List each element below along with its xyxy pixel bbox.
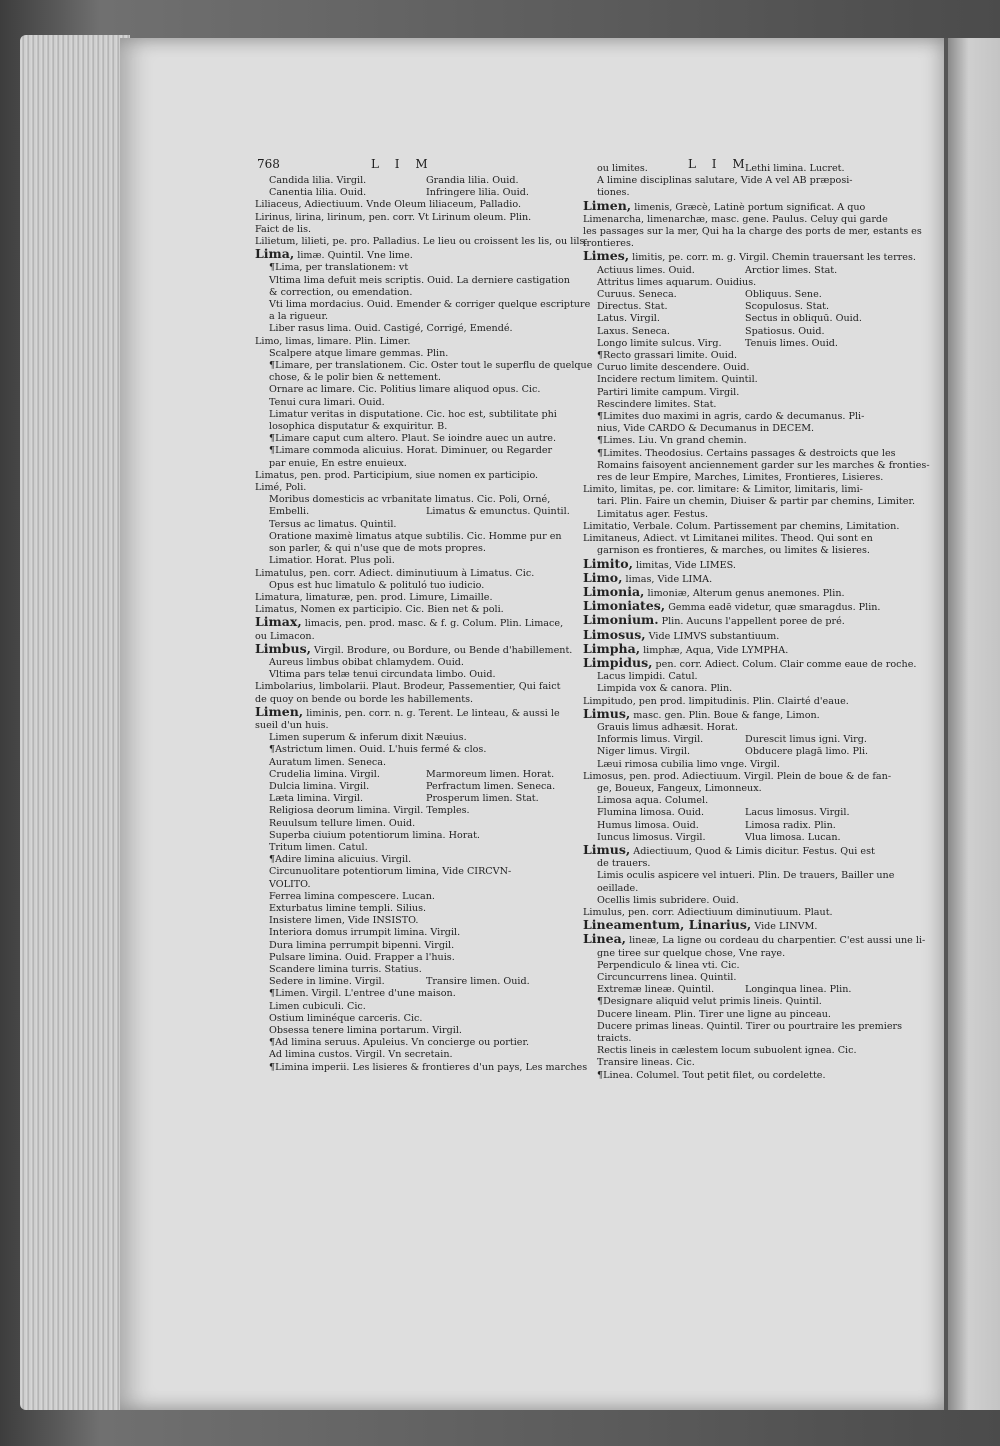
- dictionary-entry: Lirinus, lirina, lirinum, pen. corr. Vt Lirinum oleum. Plin.: [255, 211, 532, 223]
- dictionary-subentry: Moribus domesticis ac vrbanitate limatus. Cic. Poli, Orné,: [269, 494, 551, 506]
- dictionary-subentry: Insistere limen, Vide INSISTO.: [269, 915, 419, 927]
- headword: Limosus,: [583, 626, 646, 642]
- dictionary-headword-entry: [255, 703, 583, 720]
- dictionary-subentry: gne tiree sur quelque chose, Vne raye.: [597, 947, 786, 959]
- dictionary-line-right: Vlua limosa. Lucan.: [745, 831, 841, 843]
- left-column: [255, 175, 593, 1074]
- headword: Limonia,: [583, 583, 645, 599]
- dictionary-subentry: ge, Boueux, Fangeux, Limonneux.: [597, 782, 762, 794]
- dictionary-subentry: Læui rimosa cubilia limo vnge. Virgil.: [597, 758, 780, 770]
- dictionary-subentry: par enuie, En estre enuieux.: [269, 457, 407, 469]
- running-head-left: L I M: [371, 157, 434, 171]
- dictionary-entry: Limé, Poli.: [255, 482, 307, 494]
- headword-definition: Adiectiuum, Quod & Limis dicitur. Festus. Qui est: [630, 845, 875, 857]
- dictionary-line-left: Dulcia limina. Virgil.: [269, 780, 370, 792]
- dictionary-subentry: a la rigueur.: [269, 311, 329, 323]
- dictionary-subentry: Ornare ac limare. Cic. Politius limare aliquod opus. Cic.: [269, 384, 541, 396]
- headword-definition: pen. corr. Adiect. Colum. Clair comme eaue de roche.: [652, 658, 917, 670]
- dictionary-entry: Limpitudo, pen prod. limpitudinis. Plin. Clairté d'eaue.: [583, 695, 849, 707]
- dictionary-line-right: Arctior limes. Stat.: [745, 264, 838, 276]
- dictionary-line-pair: [255, 793, 583, 805]
- headword-definition: masc. gen. Plin. Boue & fange, Limon.: [630, 709, 820, 721]
- right-column: [583, 163, 930, 1082]
- dictionary-entry: Limatura, limaturæ, pen. prod. Limure, Limaille.: [255, 591, 493, 603]
- headword-definition: limphæ, Aqua, Vide LYMPHA.: [640, 644, 789, 656]
- dictionary-subentry: traicts.: [597, 1033, 632, 1045]
- dictionary-line-right: Transire limen. Ouid.: [426, 976, 530, 988]
- dictionary-subentry: Scandere limina turris. Statius.: [269, 964, 422, 975]
- dictionary-entry: Limito, limitas, pe. cor. limitare: & Limitor, limitaris, limi-: [583, 484, 863, 496]
- facing-page-edge: [948, 38, 1000, 1410]
- headword-definition: Virgil. Brodure, ou Bordure, ou Bende d'habillement.: [310, 644, 573, 656]
- headword: Limen,: [583, 197, 632, 213]
- dictionary-headword-entry: [583, 555, 893, 572]
- dictionary-entry: sueil d'un huis.: [255, 719, 329, 731]
- dictionary-line-right: Grandia lilia. Ouid.: [426, 175, 519, 186]
- dictionary-entry: les passages sur la mer, Qui ha la charge des ports de mer, estants es: [583, 226, 922, 238]
- dictionary-line-left: Extremæ lineæ. Quintil.: [597, 984, 715, 996]
- dictionary-headword-entry: [583, 841, 893, 858]
- dictionary-subentry: Ostium liminéque carceris. Cic.: [269, 1012, 423, 1024]
- dictionary-subentry: ¶Recto grassari limite. Ouid.: [597, 350, 738, 362]
- dictionary-line-right: Infringere lilia. Ouid.: [426, 187, 529, 199]
- dictionary-subentry: VOLITO.: [269, 878, 311, 890]
- headword: Lima,: [255, 246, 295, 262]
- dictionary-subentry: Circunuolitare potentiorum limina, Vide CIRCVN-: [269, 866, 512, 878]
- dictionary-subentry: Transire lineas. Cic.: [597, 1057, 695, 1069]
- dictionary-headword-entry: [255, 616, 583, 630]
- dictionary-subentry: Attritus limes aquarum. Ouidius.: [597, 276, 757, 288]
- dictionary-entry: de quoy on bende ou borde les habillements.: [255, 693, 474, 705]
- dictionary-entry: Liliaceus, Adiectiuum. Vnde Oleum liliaceum, Palladio.: [255, 199, 522, 211]
- dictionary-subentry: Scalpere atque limare gemmas. Plin.: [269, 347, 449, 359]
- dictionary-subentry: Opus est huc limatulo & polituló tuo iudicio.: [269, 579, 485, 591]
- dictionary-subentry: Auratum limen. Seneca.: [269, 756, 387, 768]
- dictionary-line-left: Sedere in limine. Virgil.: [269, 976, 385, 988]
- dictionary-subentry: tari. Plin. Faire un chemin, Diuiser & partir par chemins, Limiter.: [597, 496, 916, 508]
- dictionary-entry: Limo, limas, limare. Plin. Limer.: [255, 335, 411, 347]
- dictionary-subentry: Limpida vox & canora. Plin.: [597, 683, 733, 695]
- dictionary-subentry: ¶Linea. Columel. Tout petit filet, ou cordelette.: [597, 1069, 826, 1081]
- headword-definition: limitas, Vide LIMES.: [632, 559, 736, 571]
- headword: Limen,: [255, 703, 304, 719]
- dictionary-line-right: Lacus limosus. Virgil.: [745, 807, 850, 819]
- dictionary-subentry: Vti lima mordacius. Ouid. Emender & corriger quelque escripture: [269, 299, 591, 311]
- headword-definition: limoniæ, Alterum genus anemones. Plin.: [644, 587, 845, 599]
- dictionary-subentry: Oratione maximè limatus atque subtilis. Cic. Homme pur en: [269, 530, 562, 542]
- dictionary-line-left: Laxus. Seneca.: [597, 325, 670, 337]
- dictionary-subentry: ¶Limen. Virgil. L'entree d'une maison.: [269, 988, 456, 1000]
- dictionary-subentry: ¶Limina imperii. Les lisieres & frontieres d'un pays, Les marches: [269, 1061, 588, 1073]
- dictionary-line-pair: [583, 265, 893, 277]
- dictionary-subentry: Curuo limite descendere. Ouid.: [597, 362, 750, 374]
- dictionary-line-pair: [255, 175, 583, 187]
- dictionary-subentry: Ocellis limis subridere. Ouid.: [597, 894, 739, 906]
- headword-definition: Gemma eadē videtur, quæ smaragdus. Plin.: [665, 602, 881, 614]
- dictionary-entry: Limbolarius, limbolarii. Plaut. Brodeur, Passementier, Qui faict: [255, 681, 561, 693]
- dictionary-subentry: Circuncurrens linea. Quintil.: [597, 972, 737, 983]
- headword: Linea,: [583, 931, 627, 947]
- dictionary-line-right: Obducere plagā limo. Pli.: [745, 746, 869, 758]
- headword: Lineamentum, Linarius,: [583, 917, 752, 933]
- dictionary-line-pair: [583, 313, 893, 325]
- headword-definition: limas, Vide LIMA.: [622, 573, 713, 585]
- dictionary-subentry: Pulsare limina. Ouid. Frapper a l'huis.: [269, 951, 455, 963]
- book-fore-edge: [20, 35, 130, 1410]
- dictionary-subentry: ¶Limes. Liu. Vn grand chemin.: [597, 435, 747, 447]
- dictionary-line-right: Longinqua linea. Plin.: [745, 984, 852, 996]
- dictionary-subentry: Rectis lineis in cælestem locum subuolent ignea. Cic.: [597, 1045, 857, 1057]
- headword: Limonium.: [583, 612, 659, 628]
- dictionary-line-pair: [255, 187, 583, 199]
- dictionary-line-left: Informis limus. Virgil.: [597, 734, 704, 746]
- dictionary-subentry: garnison es frontieres, & marches, ou limites & lisieres.: [597, 545, 870, 557]
- dictionary-line-right: Limosa radix. Plin.: [745, 819, 836, 831]
- dictionary-line-right: Lethi limina. Lucret.: [745, 163, 845, 174]
- dictionary-line-left: Niger limus. Virgil.: [597, 746, 691, 758]
- dictionary-line-right: Marmoreum limen. Horat.: [426, 768, 555, 780]
- dictionary-subentry: son parler, & qui n'use que de mots propres.: [269, 543, 486, 555]
- dictionary-subentry: Tritum limen. Catul.: [269, 841, 368, 853]
- dictionary-entry: Limitaneus, Adiect. vt Limitanei milites. Theod. Qui sont en: [583, 533, 873, 545]
- dictionary-subentry: Exturbatus limine templi. Silius.: [269, 902, 427, 914]
- dictionary-line-pair: [583, 163, 893, 175]
- dictionary-subentry: Reuulsum tellure limen. Ouid.: [269, 817, 416, 829]
- dictionary-line-pair: [583, 338, 893, 350]
- dictionary-subentry: Obsessa tenere limina portarum. Virgil.: [269, 1025, 462, 1037]
- dictionary-line-left: Iuncus limosus. Virgil.: [597, 831, 706, 843]
- dictionary-entry: Limitatio, Verbale. Colum. Partissement par chemins, Limitation.: [583, 520, 900, 532]
- dictionary-subentry: ¶Lima, per translationem: vt: [269, 262, 409, 274]
- headword: Limpha,: [583, 640, 641, 656]
- headword: Limbus,: [255, 640, 311, 656]
- dictionary-line-right: Spatiosus. Ouid.: [745, 325, 825, 337]
- dictionary-subentry: tiones.: [597, 187, 630, 199]
- dictionary-headword-entry: [255, 248, 583, 262]
- dictionary-subentry: Limosa aqua. Columel.: [597, 795, 709, 807]
- dictionary-subentry: Limatior. Horat. Plus poli.: [269, 555, 395, 567]
- headword-definition: limitis, pe. corr. m. g. Virgil. Chemin trauersant les terres.: [629, 252, 916, 264]
- headword-definition: limæ. Quintil. Vne lime.: [294, 250, 413, 262]
- dictionary-line-pair: [255, 781, 583, 793]
- headword-definition: lineæ, La ligne ou cordeau du charpentier. C'est aussi une li-: [626, 935, 926, 947]
- dictionary-entry: Limosus, pen. prod. Adiectiuum. Virgil. Plein de boue & de fan-: [583, 770, 892, 782]
- headword: Limo,: [583, 569, 623, 585]
- headword: Limus,: [583, 705, 631, 721]
- headword-definition: liminis, pen. corr. n. g. Terent. Le linteau, & aussi le: [303, 707, 560, 719]
- dictionary-subentry: Limitatus ager. Festus.: [597, 508, 709, 520]
- dictionary-subentry: A limine disciplinas salutare, Vide A vel AB præposi-: [597, 175, 853, 187]
- dictionary-line-left: Flumina limosa. Ouid.: [597, 807, 705, 819]
- dictionary-subentry: Limen superum & inferum dixit Næuius.: [269, 732, 467, 744]
- dictionary-headword-entry: [583, 931, 926, 947]
- page-number: 768: [257, 157, 280, 171]
- dictionary-headword-entry: [583, 654, 917, 671]
- dictionary-subentry: ¶Astrictum limen. Ouid. L'huis fermé & clos.: [269, 744, 487, 756]
- dictionary-subentry: Perpendiculo & linea vti. Cic.: [597, 959, 740, 971]
- dictionary-subentry: Vltima pars telæ tenui circundata limbo. Ouid.: [269, 669, 496, 681]
- dictionary-line-pair: [255, 976, 583, 988]
- dictionary-line-right: Durescit limus igni. Virg.: [745, 734, 867, 746]
- headword-definition: Vide LINVM.: [751, 921, 818, 933]
- headword-definition: Plin. Aucuns l'appellent poree de pré.: [658, 616, 845, 628]
- dictionary-line-pair: [583, 820, 893, 832]
- dictionary-line-pair: [583, 807, 893, 819]
- dictionary-line-left: Humus limosa. Ouid.: [597, 819, 699, 831]
- dictionary-line-left: Candida lilia. Virgil.: [269, 175, 367, 186]
- dictionary-line-pair: [583, 734, 893, 746]
- dictionary-line-right: Perfractum limen. Seneca.: [426, 780, 556, 792]
- dictionary-subentry: chose, & le polir bien & nettement.: [269, 372, 441, 384]
- dictionary-line-right: Tenuis limes. Ouid.: [745, 337, 838, 349]
- dictionary-subentry: Romains faisoyent anciennement garder sur les marches & fronties-: [597, 459, 930, 471]
- headword-definition: Vide LIMVS substantiuum.: [645, 630, 780, 642]
- dictionary-line-right: Scopulosus. Stat.: [745, 301, 830, 313]
- dictionary-subentry: Ferrea limina compescere. Lucan.: [269, 890, 435, 902]
- dictionary-subentry: Partiri limite campum. Virgil.: [597, 386, 740, 398]
- dictionary-line-left: Latus. Virgil.: [597, 313, 660, 325]
- dictionary-line-pair: [583, 326, 893, 338]
- headword-definition: limacis, pen. prod. masc. & f. g. Colum. Plin. Limace,: [301, 618, 564, 630]
- dictionary-subentry: de trauers.: [597, 858, 651, 870]
- dictionary-line-right: Prosperum limen. Stat.: [426, 793, 539, 805]
- dictionary-subentry: Limen cubiculi. Cic.: [269, 1000, 366, 1012]
- dictionary-line-left: Directus. Stat.: [597, 301, 668, 313]
- dictionary-entry: Limatulus, pen. corr. Adiect. diminutiuum à Limatus. Cic.: [255, 567, 535, 579]
- dictionary-entry: frontieres.: [583, 238, 634, 250]
- dictionary-headword-entry: [583, 197, 893, 214]
- dictionary-line-pair: [255, 769, 583, 781]
- running-head-right: L I M: [688, 157, 751, 171]
- dictionary-entry: Limatus, pen. prod. Participium, siue nomen ex participio.: [255, 469, 539, 481]
- dictionary-entry: Faict de lis.: [255, 223, 312, 235]
- dictionary-line-left: Actiuus limes. Ouid.: [597, 264, 695, 276]
- dictionary-subentry: Aureus limbus obibat chlamydem. Ouid.: [269, 656, 464, 668]
- dictionary-entry: ou Limacon.: [255, 630, 315, 642]
- dictionary-subentry: Religiosa deorum limina. Virgil. Temples.: [269, 805, 470, 817]
- dictionary-line-right: Limatus & emunctus. Quintil.: [426, 506, 570, 518]
- dictionary-entry: Limenarcha, limenarchæ, masc. gene. Paulus. Celuy qui garde: [583, 213, 888, 225]
- dictionary-line-left: Crudelia limina. Virgil.: [269, 768, 380, 780]
- dictionary-headword-entry: [583, 248, 916, 264]
- headword: Limpidus,: [583, 654, 653, 670]
- dictionary-line-pair: [583, 301, 893, 313]
- dictionary-entry: Limulus, pen. corr. Adiectiuum diminutiuum. Plaut.: [583, 906, 833, 918]
- headword: Limax,: [255, 614, 302, 630]
- dictionary-subentry: Lacus limpidi. Catul.: [597, 671, 698, 683]
- dictionary-subentry: ¶Limare commoda alicuius. Horat. Diminuer, ou Regarder: [269, 445, 553, 457]
- dictionary-entry: Limatus, Nomen ex participio. Cic. Bien net & poli.: [255, 604, 504, 616]
- dictionary-subentry: Rescindere limites. Stat.: [597, 398, 717, 410]
- dictionary-line-left: Læta limina. Virgil.: [269, 793, 364, 805]
- dictionary-subentry: Ducere primas lineas. Quintil. Tirer ou pourtraire les premiers: [597, 1020, 903, 1032]
- dictionary-subentry: Grauis limus adhæsit. Horat.: [597, 721, 738, 733]
- dictionary-subentry: Interiora domus irrumpit limina. Virgil.: [269, 927, 461, 939]
- dictionary-subentry: ¶Limites duo maximi in agris, cardo & decumanus. Pli-: [597, 411, 865, 423]
- dictionary-line-pair: [583, 289, 893, 301]
- dictionary-subentry: Incidere rectum limitem. Quintil.: [597, 374, 758, 386]
- headword: Limus,: [583, 841, 631, 857]
- dictionary-subentry: Ad limina custos. Virgil. Vn secretain.: [269, 1049, 453, 1061]
- dictionary-subentry: ¶Limites. Theodosius. Certains passages & destroicts que les: [597, 447, 896, 459]
- dictionary-subentry: Liber rasus lima. Ouid. Castigé, Corrigé, Emendé.: [269, 323, 513, 335]
- dictionary-headword-entry: [583, 705, 893, 722]
- dictionary-subentry: res de leur Empire, Marches, Limites, Frontieres, Lisieres.: [597, 472, 884, 484]
- dictionary-subentry: Tenui cura limari. Ouid.: [269, 396, 385, 408]
- dictionary-line-pair: [583, 984, 893, 996]
- dictionary-subentry: Tersus ac limatus. Quintil.: [269, 518, 397, 530]
- dictionary-line-left: ou limites.: [597, 163, 648, 174]
- dictionary-line-left: Longo limite sulcus. Virg.: [597, 337, 722, 349]
- dictionary-subentry: Limatur veritas in disputatione. Cic. hoc est, subtilitate phi: [269, 408, 557, 420]
- dictionary-line-pair: [583, 746, 893, 758]
- dictionary-headword-entry: [583, 919, 893, 933]
- dictionary-subentry: Limis oculis aspicere vel intueri. Plin. De trauers, Bailler une: [597, 870, 895, 882]
- dictionary-headword-entry: [255, 640, 583, 657]
- dictionary-subentry: Superba ciuium potentiorum limina. Horat.: [269, 829, 480, 841]
- dictionary-subentry: oeillade.: [597, 882, 639, 894]
- dictionary-line-pair: [255, 506, 583, 518]
- dictionary-subentry: Ducere lineam. Plin. Tirer une ligne au pinceau.: [597, 1008, 831, 1020]
- headword: Limes,: [583, 248, 630, 264]
- dictionary-subentry: ¶Limare caput cum altero. Plaut. Se ioindre auec un autre.: [269, 433, 556, 445]
- dictionary-line-left: Embelli.: [269, 506, 310, 518]
- dictionary-subentry: Vltima lima defuit meis scriptis. Ouid. La derniere castigation: [269, 274, 570, 286]
- headword-definition: limenis, Græcè, Latinè portum significat. A quo: [631, 201, 866, 213]
- dictionary-subentry: ¶Adire limina alicuius. Virgil.: [269, 854, 412, 866]
- dictionary-entry: Lilietum, lilieti, pe. pro. Palladius. Le lieu ou croissent les lis, ou lils.: [255, 236, 588, 248]
- headword: Limoniates,: [583, 598, 666, 614]
- dictionary-line-right: Sectus in obliquū. Ouid.: [745, 313, 862, 325]
- dictionary-subentry: & correction, ou emendation.: [269, 286, 413, 298]
- dictionary-line-left: Curuus. Seneca.: [597, 289, 677, 301]
- dictionary-line-left: Canentia lilia. Ouid.: [269, 187, 367, 199]
- dictionary-subentry: nius, Vide CARDO & Decumanus in DECEM.: [597, 423, 815, 435]
- dictionary-subentry: Dura limina perrumpit bipenni. Virgil.: [269, 939, 455, 951]
- dictionary-line-right: Obliquus. Sene.: [745, 289, 822, 301]
- dictionary-subentry: ¶Ad limina seruus. Apuleius. Vn concierge ou portier.: [269, 1037, 530, 1049]
- dictionary-subentry: ¶Designare aliquid velut primis lineis. Quintil.: [597, 996, 822, 1008]
- headword: Limito,: [583, 555, 633, 571]
- dictionary-subentry: ¶Limare, per translationem. Cic. Oster tout le superflu de quelque: [269, 360, 593, 372]
- dictionary-subentry: losophica disputatur & exquiritur. B.: [269, 421, 448, 433]
